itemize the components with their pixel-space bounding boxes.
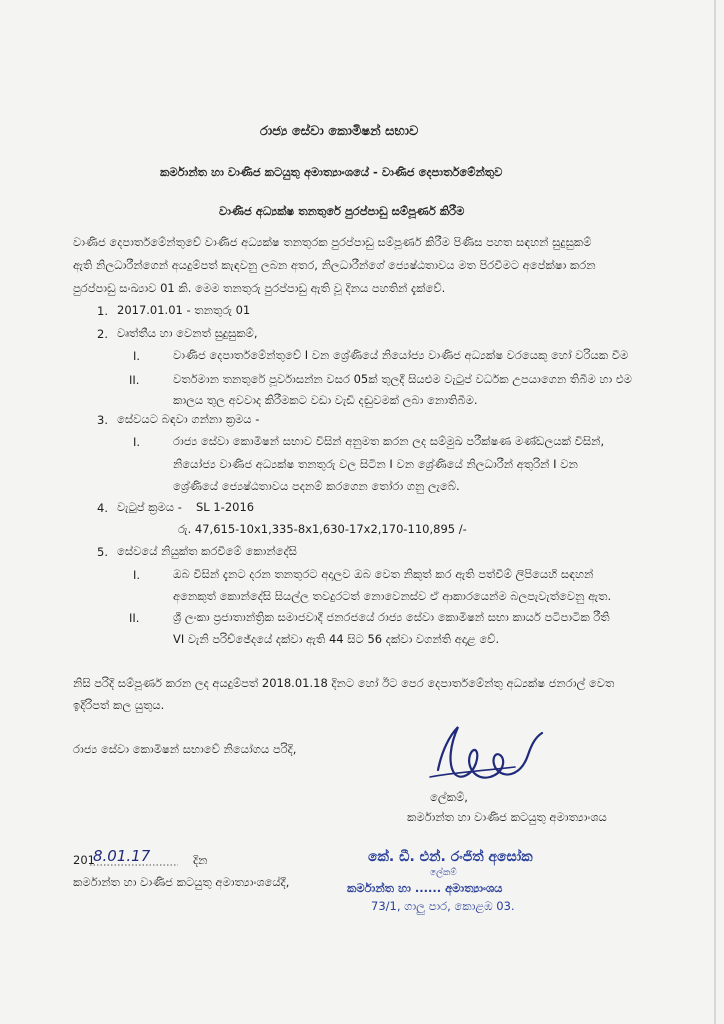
intro-line-1: වාණිජ දෙපාර්තමේන්තුවේ වාණිජ අධ්‍යක්ෂ තනතුරක පුරප්පාඩු සම්පූර්ණ කිරීම පිණිස පහත සඳහන් සුදුසුකම්	[73, 235, 592, 249]
item-2-roman-2: II.	[129, 373, 140, 387]
item-5-sub-2-line-2: VI වැනි පරිච්ඡේදයේ දක්වා ඇති 44 සිට 56 දක්වා වගන්ති අදාළ වේ.	[173, 632, 500, 646]
item-5-text: සේවයේ නියුක්ත කරවීමේ කොන්දේසි	[117, 544, 297, 558]
handwritten-signature	[420, 715, 550, 795]
item-5-roman-2: II.	[129, 611, 140, 625]
item-3-text: සේවයට බඳවා ගන්නා ක්‍රමය -	[117, 412, 260, 426]
item-1-number: 1.	[97, 304, 108, 318]
item-3-sub-1-line-2: නියෝජ්‍ය වාණිජ අධ්‍යක්ෂ තනතුරු වල සිටින I වන ශ්‍රේණියේ නිලධාරීන් අතුරින් I වන	[173, 457, 578, 471]
signatory-ministry: කර්මාන්ත හා වාණිජ කටයුතු අමාත්‍යාංශය	[407, 810, 607, 824]
item-2-sub-1: වාණිජ දෙපාර්තමේන්තුවේ I වන ශ්‍රේණියේ නියෝජ්‍ය වාණිජ අධ්‍යක්ෂ වරයෙකු හෝ වරියක වීම	[173, 348, 629, 362]
stamp-name: කේ. ඩී. එන්. රංජිත් අසෝක	[368, 849, 533, 865]
item-3-number: 3.	[97, 413, 108, 427]
document-title: රාජ්‍ය සේවා කොමිෂන් සභාව	[260, 124, 419, 139]
item-4-label: වැටුප් ක්‍රමය -	[117, 500, 182, 514]
item-4-scale: SL 1-2016	[196, 500, 255, 514]
closing-line-1: නිසි පරිදි සම්පූර්ණ කරන ලද අයදුම්පත් 2018.01.18 දිනට හෝ ඊට පෙර දෙපාර්තමේන්තු අධ්‍යක්ෂ ජනරාල් වෙත	[73, 676, 615, 690]
signatory-title: ලේකම්,	[430, 790, 468, 804]
stamp-title: ලේකම්	[430, 868, 457, 878]
date-place: කර්මාන්ත හා වාණිජ කටයුතු අමාත්‍යාංශයේදී,	[73, 875, 290, 889]
stamp-organization: කර්මාන්ත හා ...... අමාත්‍යාංශය	[347, 881, 503, 895]
item-4-number: 4.	[97, 501, 108, 515]
item-3-sub-1-line-3: ශ්‍රේණියේ ජ්‍යෙෂ්ඨතාවය පදනම් කරගෙන තෝරා ගනු ලැබේ.	[173, 479, 460, 493]
page-edge	[714, 0, 716, 1024]
item-2-number: 2.	[97, 327, 108, 341]
item-5-sub-1-line-2: අනෙකුත් කොන්දේසි සියල්ල තවදුරටත් නොවෙනස්ව ඒ ආකාරයෙන්ම බලපැවැත්වෙනු ඇත.	[173, 589, 612, 603]
order-line: රාජ්‍ය සේවා කොමිෂන් සභාවේ නියෝගය පරිදි,	[73, 742, 297, 756]
item-5-number: 5.	[97, 545, 108, 559]
subject-heading: වාණිජ අධ්‍යක්ෂ තනතුරේ පුරප්පාඩු සම්පූර්ණ කිරීම	[219, 204, 465, 218]
stamp-address: 73/1, ගාලු පාර, කොළඹ 03.	[371, 899, 515, 913]
ministry-heading: කර්මාන්ත හා වාණිජ කටයුතු අමාත්‍යාංශයේ - වාණිජ දෙපාර්තමේන්තුව	[160, 165, 503, 179]
item-2-sub-2-line-1: වර්තමාන තනතුරේ පූර්වාසන්න වසර 05ක් තුලදී සියළුම වැටුප් වර්ධක උපයාගෙන තිබීම හා එම	[173, 372, 632, 386]
date-handwritten: 8.01.17	[93, 847, 151, 865]
intro-line-2: ඇති නිලධාරීන්ගෙන් අයදුම්පත් කැඳවනු ලබන අතර, නිලධාරීන්ගේ ජ්‍යෙෂ්ඨතාවය මත පිරවීමට අපේක්ෂා කරන	[73, 258, 596, 272]
item-5-sub-1-line-1: ඔබ විසින් දැනට දරන තනතුරට අදාලව ඔබ වෙත නිකුත් කර ඇති පත්වීම් ලිපියෙහි සඳහන්	[173, 567, 594, 581]
closing-line-2: ඉදිරිපත් කල යුතුය.	[73, 698, 165, 712]
item-3-sub-1-line-1: රාජ්‍ය සේවා කොමිෂන් සභාව විසින් අනුමත කරන ලද සම්මුඛ පරීක්ෂණ මණ්ඩලයක් විසින්,	[173, 434, 605, 448]
item-5-roman-1: I.	[133, 568, 141, 582]
item-5-sub-2-line-1: ශ්‍රී ලංකා ප්‍රජාතාන්ත්‍රික සමාජවාදී ජනරජයේ රාජ්‍ය සේවා කොමිෂන් සභා කාර්ය පටිපාටික රීති	[173, 610, 610, 624]
item-3-roman-1: I.	[133, 435, 141, 449]
item-1-text: 2017.01.01 - තනතුරු 01	[117, 303, 251, 317]
item-2-text: වෘත්තීය හා වෙනත් සුදුසුකම්,	[117, 326, 258, 340]
item-2-roman-1: I.	[133, 349, 141, 363]
item-2-sub-2-line-2: කාලය තුල අවවාද කිරීමකට වඩා වැඩි දඬුවමක් ලබා නොතිබීම.	[173, 393, 478, 407]
date-day-word: දින	[193, 853, 208, 867]
date-underline	[90, 862, 180, 868]
intro-line-3: පුරප්පාඩු සංඛ්‍යාව 01 කි. මෙම තනතුරු පුරප්පාඩු ඇති වූ දිනය පහතින් දැක්වේ.	[73, 281, 446, 295]
item-4-salary: රු. 47,615-10x1,335-8x1,630-17x2,170-110,895 /-	[178, 522, 467, 536]
date-year-prefix: 201	[73, 853, 95, 867]
